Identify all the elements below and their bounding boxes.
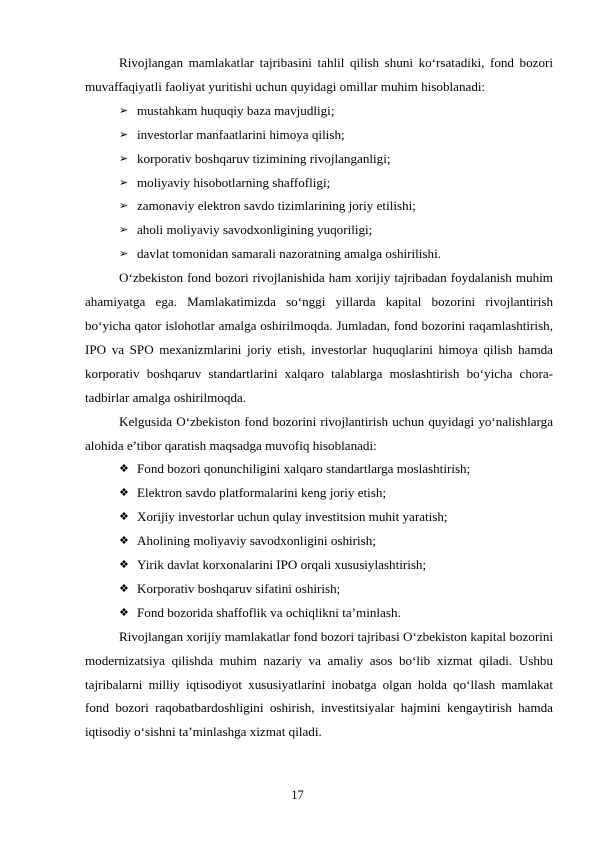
list-item	[85, 457, 553, 481]
list-item	[85, 147, 553, 171]
arrow-bullet-icon: ➢	[119, 127, 129, 141]
factors-list	[85, 99, 553, 266]
list-item-text: Elektron savdo platformalarini keng joriy etish;	[137, 485, 387, 501]
arrow-bullet-icon: ➢	[119, 103, 129, 117]
list-item-text: korporativ boshqaruv tizimining rivojlanganligi;	[137, 150, 391, 166]
document-page	[85, 51, 553, 744]
arrow-bullet-icon: ➢	[119, 151, 129, 165]
list-item-text: Fond bozorida shaffoflik va ochiqlikni ta’minlash.	[137, 604, 401, 620]
list-item	[85, 481, 553, 505]
list-item-text: zamonaviy elektron savdo tizimlarining joriy etilishi;	[137, 198, 416, 214]
list-item-text: Korporativ boshqaruv sifatini oshirish;	[137, 580, 341, 596]
page-number: 17	[291, 788, 304, 802]
list-item	[85, 123, 553, 147]
arrow-bullet-icon: ➢	[119, 247, 129, 261]
diamond-bullet-icon: ❖	[119, 605, 129, 619]
conclusion-paragraph: Rivojlangan xorijiy mamlakatlar fond bozori tajribasi O‘zbekiston kapital bozorini modernizatsiya qilishda muhim nazariy va amaliy asos bo‘lib xizmat qiladi. Ushbu tajribalarni milliy iqtisodiyot xususiyatlarini inobatga olgan holda qo‘llash mamlakat fond bozori raqobatbardoshligini oshirish, investitsiyalar hajmini kengaytirish hamda iqtisodiy o‘sishni ta’minlashga xizmat qiladi.	[85, 628, 553, 740]
arrow-bullet-icon: ➢	[119, 223, 129, 237]
list-item	[85, 99, 553, 123]
list-item	[85, 601, 553, 625]
diamond-bullet-icon: ❖	[119, 486, 129, 500]
list-item	[85, 194, 553, 218]
diamond-bullet-icon: ❖	[119, 462, 129, 476]
directions-intro-paragraph: Kelgusida O‘zbekiston fond bozorini rivojlantirish uchun quyidagi yo‘nalishlarga alohida e’tibor qaratish maqsadga muvofiq hisoblanadi:	[85, 413, 553, 453]
list-item-text: Xorijiy investorlar uchun qulay investitsion muhit yaratish;	[137, 509, 448, 525]
list-item-text: investorlar manfaatlarini himoya qilish;	[137, 126, 345, 142]
body-paragraph: O‘zbekiston fond bozori rivojlanishida ham xorijiy tajribadan foydalanish muhim ahamiyatga ega. Mamlakatimizda so‘nggi yillarda kapital bozorini rivojlantirish bo‘yicha qator islohotlar amalga oshirilmoqda. Jumladan, fond bozorini raqamlashtirish, IPO va SPO mexanizmlarini joriy etish, investorlar huquqlarini himoya qilish hamda korporativ boshqaruv standartlarini xalqaro talablarga moslashtirish bo‘yicha chora-tadbirlar amalga oshirilmoqda.	[85, 270, 553, 405]
list-item	[85, 529, 553, 553]
list-item	[85, 553, 553, 577]
arrow-bullet-icon: ➢	[119, 175, 129, 189]
diamond-bullet-icon: ❖	[119, 534, 129, 548]
diamond-bullet-icon: ❖	[119, 510, 129, 524]
list-item	[85, 505, 553, 529]
list-item-text: davlat tomonidan samarali nazoratning amalga oshirilishi.	[137, 246, 441, 262]
directions-list	[85, 457, 553, 624]
diamond-bullet-icon: ❖	[119, 581, 129, 595]
list-item	[85, 242, 553, 266]
list-item-text: aholi moliyaviy savodxonligining yuqoriligi;	[137, 222, 373, 238]
list-item-text: Fond bozori qonunchiligini xalqaro standartlarga moslashtirish;	[137, 461, 471, 477]
list-item-text: Yirik davlat korxonalarini IPO orqali xususiylashtirish;	[137, 557, 427, 573]
intro-paragraph: Rivojlangan mamlakatlar tajribasini tahlil qilish shuni ko‘rsatadiki, fond bozori muvaffaqiyatli faoliyat yuritishi uchun quyidagi omillar muhim hisoblanadi:	[85, 55, 553, 94]
list-item	[85, 171, 553, 195]
list-item	[85, 577, 553, 601]
arrow-bullet-icon: ➢	[119, 199, 129, 213]
diamond-bullet-icon: ❖	[119, 558, 129, 572]
list-item-text: mustahkam huquqiy baza mavjudligi;	[137, 102, 335, 118]
list-item-text: moliyaviy hisobotlarning shaffofligi;	[137, 174, 331, 190]
list-item	[85, 218, 553, 242]
list-item-text: Aholining moliyaviy savodxonligini oshirish;	[137, 533, 376, 549]
